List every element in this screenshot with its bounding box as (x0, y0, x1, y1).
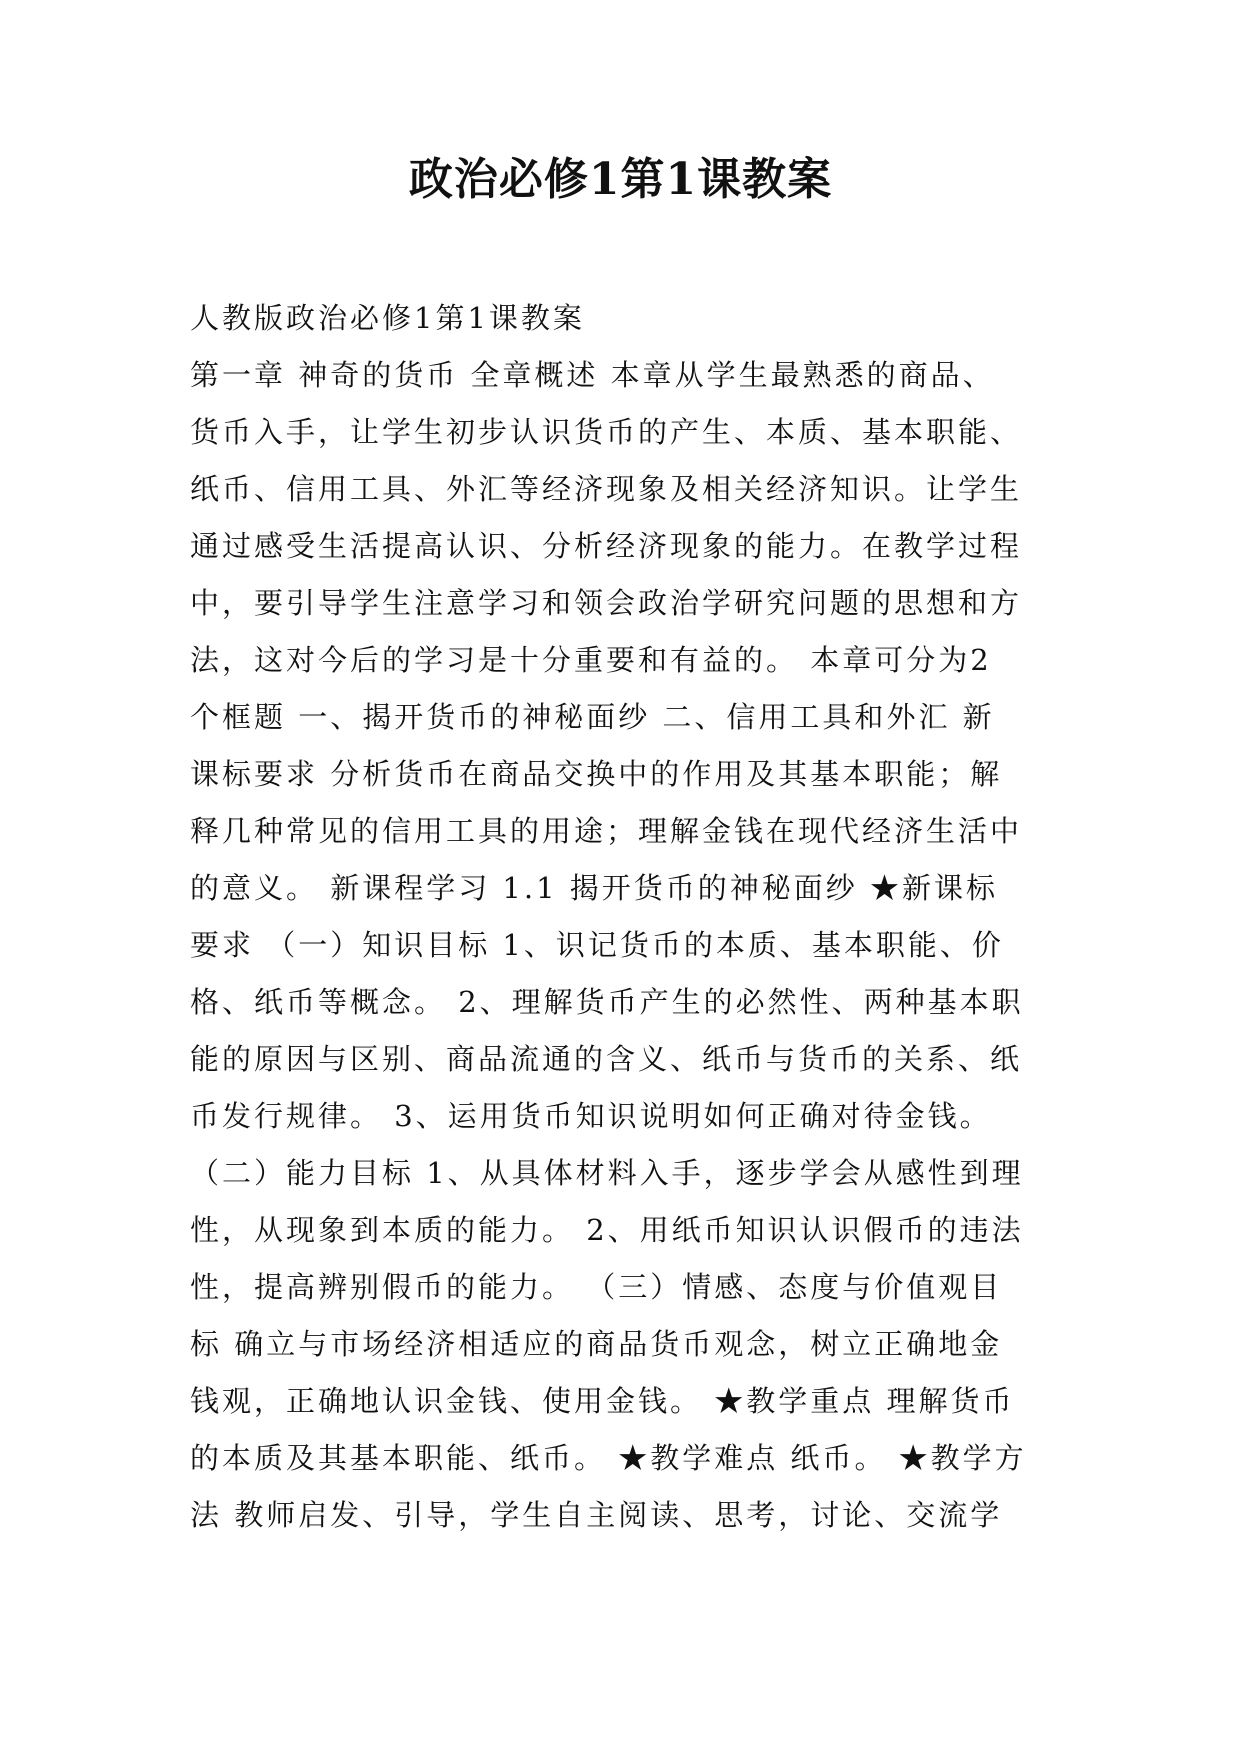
body-line: 币发行规律。 3、运用货币知识说明如何正确对待金钱。 (190, 1099, 992, 1133)
body-line: 要求 （一）知识目标 1、识记货币的本质、基本职能、价 (190, 928, 1004, 962)
body-line: 中，要引导学生注意学习和领会政治学研究问题的思想和方 (190, 586, 1023, 620)
body-line: 货币入手，让学生初步认识货币的产生、本质、基本职能、 (190, 415, 1023, 449)
document-body (190, 290, 1070, 1544)
body-line: 第一章 神奇的货币 全章概述 本章从学生最熟悉的商品、 (190, 358, 995, 392)
body-line: 性，从现象到本质的能力。 2、用纸币知识认识假币的违法 (190, 1213, 1024, 1247)
body-line: 释几种常见的信用工具的用途；理解金钱在现代经济生活中 (190, 814, 1023, 848)
body-line: 格、纸币等概念。 2、理解货币产生的必然性、两种基本职 (190, 985, 1024, 1019)
body-line: 法，这对今后的学习是十分重要和有益的。 本章可分为2 (190, 643, 992, 677)
document-title: 政治必修1第1课教案 (408, 154, 833, 205)
body-line: 能的原因与区别、商品流通的含义、纸币与货币的关系、纸 (190, 1042, 1023, 1076)
body-line: 性，提高辨别假币的能力。 （三）情感、态度与价值观目 (190, 1270, 1003, 1304)
body-line: 的意义。 新课程学习 1.1 揭开货币的神秘面纱 ★新课标 (190, 871, 998, 905)
body-line: 纸币、信用工具、外汇等经济现象及相关经济知识。让学生 (190, 472, 1023, 506)
body-line: （二）能力目标 1、从具体材料入手，逐步学会从感性到理 (190, 1156, 1024, 1190)
body-line: 通过感受生活提高认识、分析经济现象的能力。在教学过程 (190, 529, 1023, 563)
body-line: 法 教师启发、引导，学生自主阅读、思考，讨论、交流学 (190, 1498, 1003, 1532)
body-line: 个框题 一、揭开货币的神秘面纱 二、信用工具和外汇 新 (190, 700, 995, 734)
body-line: 人教版政治必修1第1课教案 (190, 301, 585, 335)
body-line: 课标要求 分析货币在商品交换中的作用及其基本职能；解 (190, 757, 1003, 791)
body-line: 标 确立与市场经济相适应的商品货币观念，树立正确地金 (190, 1327, 1003, 1361)
body-line: 钱观，正确地认识金钱、使用金钱。 ★教学重点 理解货币 (190, 1384, 1015, 1418)
body-line: 的本质及其基本职能、纸币。 ★教学难点 纸币。 ★教学方 (190, 1441, 1027, 1475)
